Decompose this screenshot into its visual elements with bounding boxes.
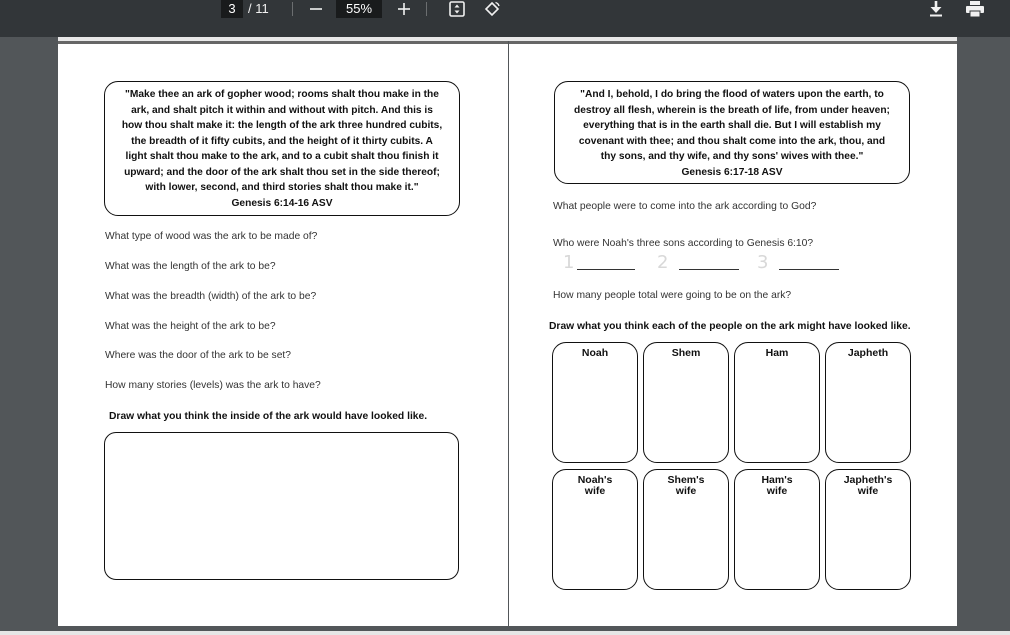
person-box-hams-wife [734, 469, 820, 590]
quote-line: light shalt thou make to the ark, and to a cubit shalt thou finish it [125, 151, 439, 162]
draw-prompt: Draw what you think each of the people on the ark might have looked like. [549, 321, 911, 332]
draw-prompt: Draw what you think the inside of the ark would have looked like. [109, 411, 428, 422]
download-icon[interactable] [926, 0, 946, 18]
pdf-page-left [58, 41, 508, 626]
quote-line: thy sons, and thy wife, and thy sons' wives with thee." [600, 151, 864, 162]
scripture-quote-box [554, 81, 910, 184]
fit-page-icon[interactable] [447, 0, 467, 18]
person-label: Shem's wife [667, 474, 705, 497]
pdf-page-right [509, 41, 957, 626]
person-box-japheths-wife [825, 469, 911, 590]
person-box-noah [552, 342, 638, 463]
minus-icon[interactable] [306, 0, 326, 18]
person-label: Noah's wife [577, 474, 613, 497]
quote-line: with lower, second, and third stories shalt thou make it." [145, 182, 419, 193]
scripture-quote-box [104, 81, 460, 216]
page-number-input[interactable]: 3 [221, 0, 243, 18]
question-total: How many people total were going to be on the ark? [553, 290, 792, 301]
quote-line: ark, and shalt pitch it within and without with pitch. And this is [131, 104, 433, 116]
quote-line: the breadth of it fifty cubits, and the height of it thirty cubits. A [131, 135, 433, 147]
answer-blank [779, 269, 839, 270]
quote-line: how thou shalt make it: the length of the ark three hundred cubits, [121, 120, 443, 131]
person-label: Noah [581, 347, 609, 359]
person-box-japheth [825, 342, 911, 463]
zoom-level-input[interactable]: 55% [336, 0, 382, 18]
question-breadth: What was the breadth (width) of the ark to be? [105, 291, 317, 302]
son-number: 2 [657, 252, 669, 273]
pdf-toolbar [0, 0, 1010, 37]
person-label: Shem [671, 347, 701, 359]
answer-blank [577, 269, 635, 270]
question-height: What was the height of the ark to be? [105, 321, 276, 332]
answer-blank [679, 269, 739, 270]
horizontal-scrollbar[interactable] [0, 631, 1010, 635]
question-sons: Who were Noah's three sons according to Genesis 6:10? [553, 238, 814, 249]
rotate-icon[interactable] [482, 0, 502, 18]
toolbar-divider [426, 2, 427, 16]
quote-reference: Genesis 6:17-18 ASV [681, 166, 783, 178]
question-length: What was the length of the ark to be? [105, 261, 276, 272]
plus-icon[interactable] [394, 0, 414, 18]
toolbar-divider [292, 2, 293, 16]
question-stories: How many stories (levels) was the ark to have? [105, 380, 321, 391]
person-box-shems-wife [643, 469, 729, 590]
son-number: 3 [757, 252, 769, 273]
quote-line: "Make thee an ark of gopher wood; rooms shalt thou make in the [125, 89, 439, 100]
person-label: Japheth's wife [843, 474, 893, 497]
person-label: Ham [765, 347, 789, 359]
person-label: Japheth [847, 347, 889, 359]
quote-line: destroy all flesh, wherein is the breath of life, from under heaven; [574, 104, 890, 116]
person-box-shem [643, 342, 729, 463]
quote-line: covenant with thee; and thou shalt come into the ark, thou, and [578, 135, 886, 147]
question-door: Where was the door of the ark to be set? [105, 350, 292, 361]
quote-line: upward; and the door of the ark shalt thou set in the side thereof; [124, 166, 440, 178]
son-number: 1 [563, 252, 575, 273]
quote-line: everything that is in the earth shall die. But I will establish my [583, 120, 881, 131]
quote-reference: Genesis 6:14-16 ASV [231, 197, 333, 209]
person-box-ham [734, 342, 820, 463]
drawing-box [104, 432, 459, 580]
question-people: What people were to come into the ark according to God? [553, 201, 817, 212]
person-label: Ham's wife [761, 474, 793, 497]
page-total: / 11 [248, 1, 269, 16]
print-icon[interactable] [965, 0, 985, 18]
quote-line: "And I, behold, I do bring the flood of waters upon the earth, to [580, 89, 884, 100]
question-wood: What type of wood was the ark to be made of? [105, 231, 318, 242]
person-box-noahs-wife [552, 469, 638, 590]
